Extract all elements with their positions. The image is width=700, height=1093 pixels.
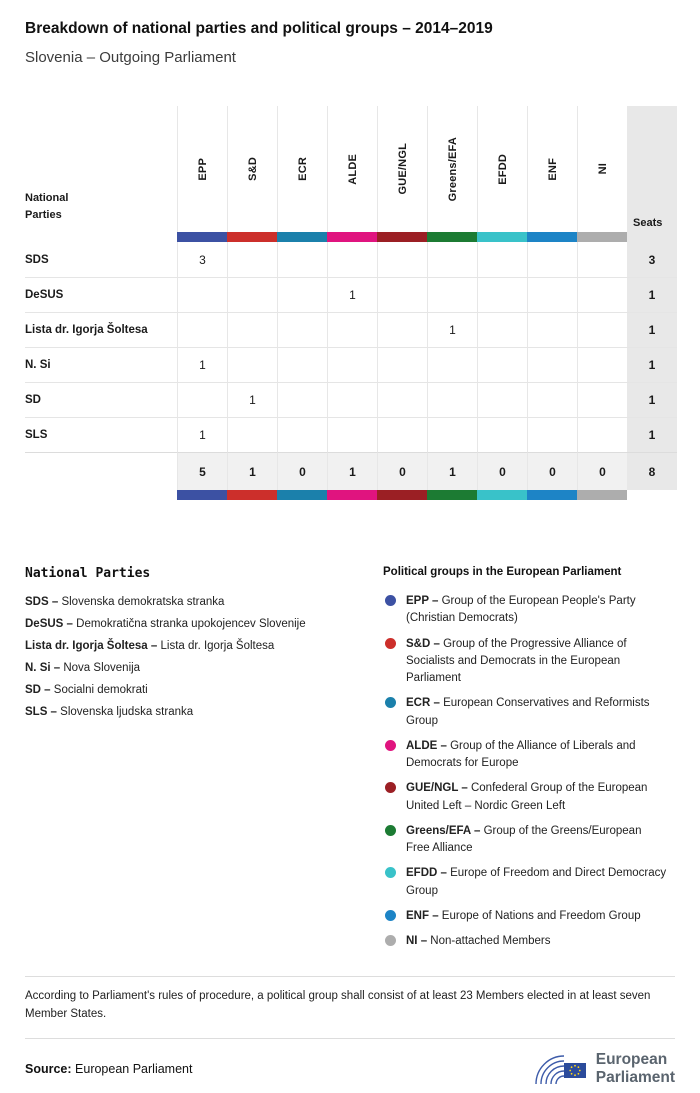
- column-header-enf: ENF: [527, 106, 577, 232]
- seat-cell: [377, 312, 427, 347]
- seat-cell: [477, 417, 527, 452]
- seat-cell: [577, 277, 627, 312]
- seat-cell: [277, 417, 327, 452]
- row-total-seats: 1: [627, 347, 677, 382]
- list-item: NI – Non-attached Members: [383, 933, 675, 950]
- national-parties-column-header: [25, 106, 177, 232]
- legend-title-political-groups: Political groups in the European Parliament: [383, 566, 622, 578]
- totals-spacer: [25, 452, 177, 490]
- group-color-dot: [385, 595, 396, 606]
- color-bar-guengl: [377, 490, 427, 500]
- color-bar-epp: [177, 232, 227, 242]
- bar-spacer: [25, 490, 177, 500]
- group-color-dot: [385, 910, 396, 921]
- table-row-sd: [25, 382, 677, 417]
- group-color-dot: [385, 825, 396, 836]
- row-total-seats: 1: [627, 382, 677, 417]
- bar-spacer: [25, 232, 177, 242]
- color-bar-efdd: [477, 232, 527, 242]
- color-bar-greensefa: [427, 232, 477, 242]
- seat-cell: 3: [177, 242, 227, 277]
- table-row-desus: [25, 277, 677, 312]
- footer-row: [25, 1049, 675, 1089]
- seat-cell: [177, 312, 227, 347]
- seat-cell: [427, 382, 477, 417]
- page-title: Breakdown of national parties and political groups – 2014–2019: [25, 20, 493, 37]
- seat-cell: [327, 417, 377, 452]
- seats-column-fill: [627, 232, 677, 242]
- seat-cell: [227, 417, 277, 452]
- seats-table: [25, 106, 677, 500]
- color-bar-greensefa: [427, 490, 477, 500]
- seat-cell: [377, 382, 427, 417]
- ep-logo-mark: [531, 1049, 589, 1089]
- color-bar-ni: [577, 232, 627, 242]
- color-bar-ni: [577, 490, 627, 500]
- seat-cell: [577, 417, 627, 452]
- seat-cell: [577, 347, 627, 382]
- seats-column-header: Seats: [627, 106, 677, 232]
- bar-end-spacer: [627, 490, 677, 500]
- ep-logo-text: European Parliament: [595, 1050, 675, 1086]
- color-bar-guengl: [377, 232, 427, 242]
- color-bar-epp: [177, 490, 227, 500]
- list-item: DeSUS – Demokratična stranka upokojencev Slovenije: [25, 618, 306, 630]
- seat-cell: [227, 312, 277, 347]
- divider: [25, 976, 675, 977]
- group-color-dot: [385, 638, 396, 649]
- seat-cell: [477, 347, 527, 382]
- row-total-seats: 1: [627, 417, 677, 452]
- color-bar-enf: [527, 232, 577, 242]
- group-total: 1: [227, 452, 277, 490]
- seat-cell: [577, 242, 627, 277]
- seat-cell: [527, 242, 577, 277]
- seat-cell: [527, 347, 577, 382]
- list-item: S&D – Group of the Progressive Alliance of Socialists and Democrats in the European Parliament: [383, 636, 675, 688]
- color-bar-sd: [227, 490, 277, 500]
- seat-cell: 1: [427, 312, 477, 347]
- color-bar-alde: [327, 232, 377, 242]
- column-header-efdd: EFDD: [477, 106, 527, 232]
- table-totals-row: [25, 452, 677, 490]
- list-item: EFDD – Europe of Freedom and Direct Democracy Group: [383, 865, 675, 900]
- seat-cell: [527, 417, 577, 452]
- political-groups-legend: [383, 566, 675, 958]
- group-total: 0: [477, 452, 527, 490]
- color-bar-ecr: [277, 232, 327, 242]
- group-total: 0: [527, 452, 577, 490]
- seat-cell: 1: [177, 417, 227, 452]
- seat-cell: [327, 312, 377, 347]
- seat-cell: [527, 382, 577, 417]
- ep-logo: [531, 1049, 675, 1089]
- seat-cell: [327, 347, 377, 382]
- seat-cell: 1: [327, 277, 377, 312]
- group-color-dot: [385, 782, 396, 793]
- seat-cell: [277, 312, 327, 347]
- seat-cell: [427, 417, 477, 452]
- list-item: N. Si – Nova Slovenija: [25, 662, 141, 674]
- group-color-dot: [385, 935, 396, 946]
- color-bar-alde: [327, 490, 377, 500]
- column-header-alde: ALDE: [327, 106, 377, 232]
- group-total: 0: [277, 452, 327, 490]
- party-label: N. Si: [25, 347, 177, 382]
- list-item: SD – Socialni demokrati: [25, 684, 148, 696]
- row-header-line1: National: [25, 191, 69, 204]
- list-item: SLS – Slovenska ljudska stranka: [25, 706, 194, 718]
- row-total-seats: 3: [627, 242, 677, 277]
- seat-cell: [577, 382, 627, 417]
- seat-cell: [277, 347, 327, 382]
- legend-section: [25, 566, 675, 958]
- group-color-dot: [385, 867, 396, 878]
- row-total-seats: 1: [627, 277, 677, 312]
- legend-title-national-parties: National Parties: [25, 566, 151, 581]
- row-header-line2: Parties: [25, 209, 62, 222]
- seat-cell: [377, 347, 427, 382]
- seat-cell: [227, 347, 277, 382]
- table-row-sds: [25, 242, 677, 277]
- seat-cell: [477, 242, 527, 277]
- seat-cell: [277, 277, 327, 312]
- seat-cell: [177, 277, 227, 312]
- list-item: Greens/EFA – Group of the Greens/European Free Alliance: [383, 823, 675, 858]
- seat-cell: [427, 277, 477, 312]
- source-line: [25, 1062, 192, 1076]
- party-label: SD: [25, 382, 177, 417]
- seat-cell: [227, 242, 277, 277]
- seat-cell: [477, 277, 527, 312]
- seat-cell: [277, 382, 327, 417]
- color-bar-sd: [227, 232, 277, 242]
- page-subtitle: Slovenia – Outgoing Parliament: [25, 49, 236, 66]
- group-total: 5: [177, 452, 227, 490]
- divider: [25, 1038, 675, 1039]
- group-color-bar-bottom: [25, 490, 677, 500]
- seat-cell: [527, 277, 577, 312]
- seat-cell: [327, 382, 377, 417]
- list-item: Lista dr. Igorja Šoltesa – Lista dr. Igorja Šoltesa: [25, 640, 275, 652]
- source-label: Source:: [25, 1061, 72, 1076]
- seat-cell: [427, 347, 477, 382]
- seat-cell: [577, 312, 627, 347]
- party-label: DeSUS: [25, 277, 177, 312]
- column-header-guengl: GUE/NGL: [377, 106, 427, 232]
- column-header-ni: NI: [577, 106, 627, 232]
- seat-cell: 1: [177, 347, 227, 382]
- seat-cell: 1: [227, 382, 277, 417]
- row-total-seats: 1: [627, 312, 677, 347]
- group-color-dot: [385, 697, 396, 708]
- table-row-sls: [25, 417, 677, 452]
- national-parties-legend: [25, 566, 383, 958]
- party-label: SLS: [25, 417, 177, 452]
- seat-cell: [527, 312, 577, 347]
- column-header-sd: S&D: [227, 106, 277, 232]
- group-total: 0: [577, 452, 627, 490]
- column-header-ecr: ECR: [277, 106, 327, 232]
- group-color-dot: [385, 740, 396, 751]
- list-item: ECR – European Conservatives and Reformists Group: [383, 695, 675, 730]
- color-bar-efdd: [477, 490, 527, 500]
- column-header-epp: EPP: [177, 106, 227, 232]
- seat-cell: [377, 417, 427, 452]
- group-total: 0: [377, 452, 427, 490]
- seat-cell: [277, 242, 327, 277]
- source-value: European Parliament: [75, 1061, 193, 1076]
- seat-cell: [227, 277, 277, 312]
- table-row-nsi: [25, 347, 677, 382]
- party-label: SDS: [25, 253, 49, 266]
- seat-cell: [477, 382, 527, 417]
- procedure-note: According to Parliament's rules of procedure, a political group shall consist of at least 23 Members elected in at least seven Member States.: [25, 990, 651, 1020]
- list-item: SDS – Slovenska demokratska stranka: [25, 596, 225, 608]
- group-total: 1: [427, 452, 477, 490]
- column-header-greensefa: Greens/EFA: [427, 106, 477, 232]
- seat-cell: [377, 277, 427, 312]
- table-header-row: [25, 106, 677, 232]
- list-item: EPP – Group of the European People's Party (Christian Democrats): [383, 593, 675, 628]
- color-bar-ecr: [277, 490, 327, 500]
- seat-cell: [477, 312, 527, 347]
- list-item: GUE/NGL – Confederal Group of the European United Left – Nordic Green Left: [383, 780, 675, 815]
- grand-total-seats: 8: [627, 452, 677, 490]
- seat-cell: [327, 242, 377, 277]
- table-row-lista: [25, 312, 677, 347]
- seat-cell: [177, 382, 227, 417]
- color-bar-enf: [527, 490, 577, 500]
- list-item: ALDE – Group of the Alliance of Liberals and Democrats for Europe: [383, 738, 675, 773]
- list-item: ENF – Europe of Nations and Freedom Group: [383, 908, 675, 925]
- group-color-bar-top: [25, 232, 677, 242]
- party-label: Lista dr. Igorja Šoltesa: [25, 312, 177, 347]
- seat-cell: [427, 242, 477, 277]
- group-total: 1: [327, 452, 377, 490]
- seat-cell: [377, 242, 427, 277]
